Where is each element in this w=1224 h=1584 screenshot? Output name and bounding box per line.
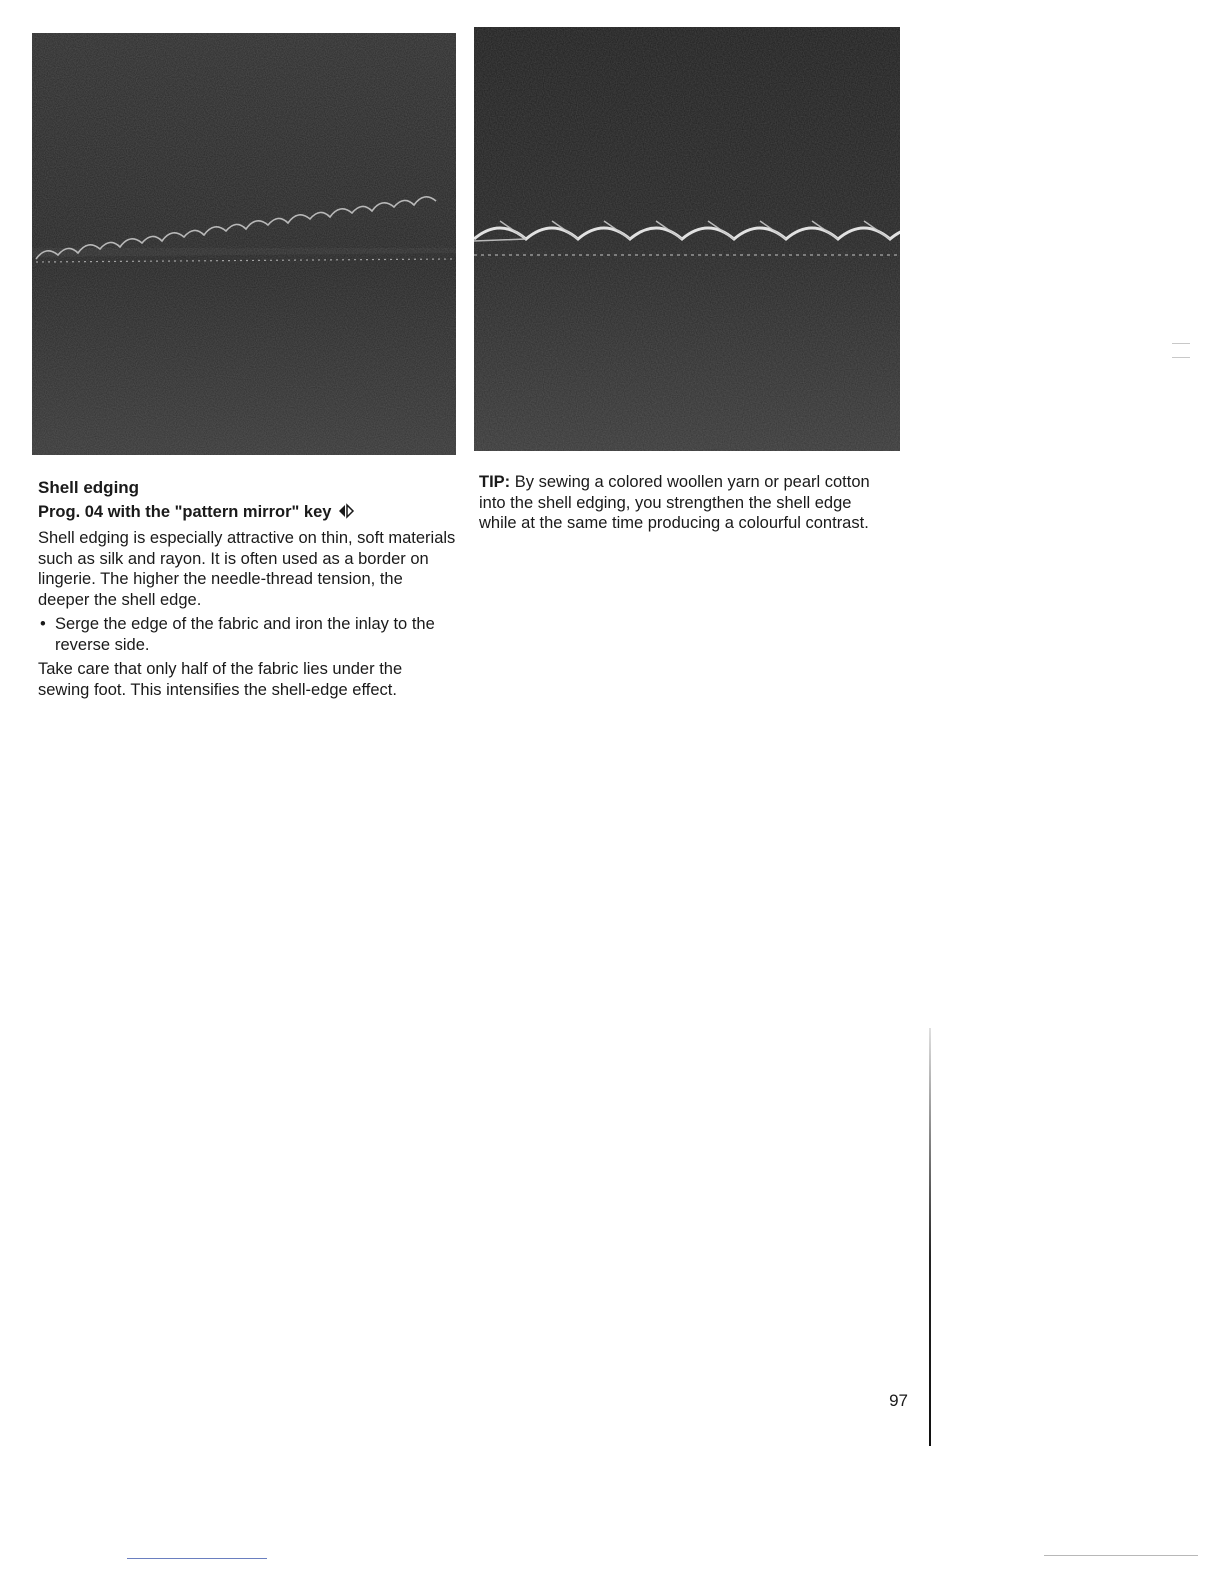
fabric-sample-yarn-image [474, 27, 900, 451]
program-subtitle-text: Prog. 04 with the "pattern mirror" key [38, 503, 332, 521]
instruction-bullet [38, 614, 456, 655]
program-subtitle [38, 501, 456, 525]
tip-paragraph [479, 472, 879, 534]
margin-rule [929, 1028, 931, 1446]
section-title: Shell edging [38, 478, 140, 497]
fabric-sample-image [32, 33, 456, 455]
page-number: 97 [889, 1391, 908, 1410]
bottom-scan-line [127, 1558, 267, 1559]
scan-mark-bottom [1172, 357, 1190, 358]
shell-edge-photo-right [474, 27, 900, 451]
shell-edge-photo-left [32, 33, 456, 455]
bullet-icon: • [40, 615, 46, 633]
bullet-text: Serge the edge of the fabric and iron the inlay to the reverse side. [55, 615, 435, 654]
tip-text: By sewing a colored woollen yarn or pearl cotton into the shell edging, you strengthen the shell edge while at the same time producing a colourful contrast. [479, 473, 870, 532]
scan-mark-top [1172, 343, 1190, 344]
right-text-column [479, 472, 879, 538]
left-text-column [38, 477, 456, 704]
bottom-right-scan-line [1044, 1555, 1198, 1556]
note-paragraph: Take care that only half of the fabric lies under the sewing foot. This intensifies the shell-edge effect. [38, 660, 403, 699]
pattern-mirror-icon [337, 503, 355, 525]
tip-label: TIP: [479, 473, 511, 491]
description-paragraph: Shell edging is especially attractive on thin, soft materials such as silk and rayon. It is often used as a border on lingerie. The higher the needle-thread tension, the deeper the shell edge. [38, 529, 456, 609]
